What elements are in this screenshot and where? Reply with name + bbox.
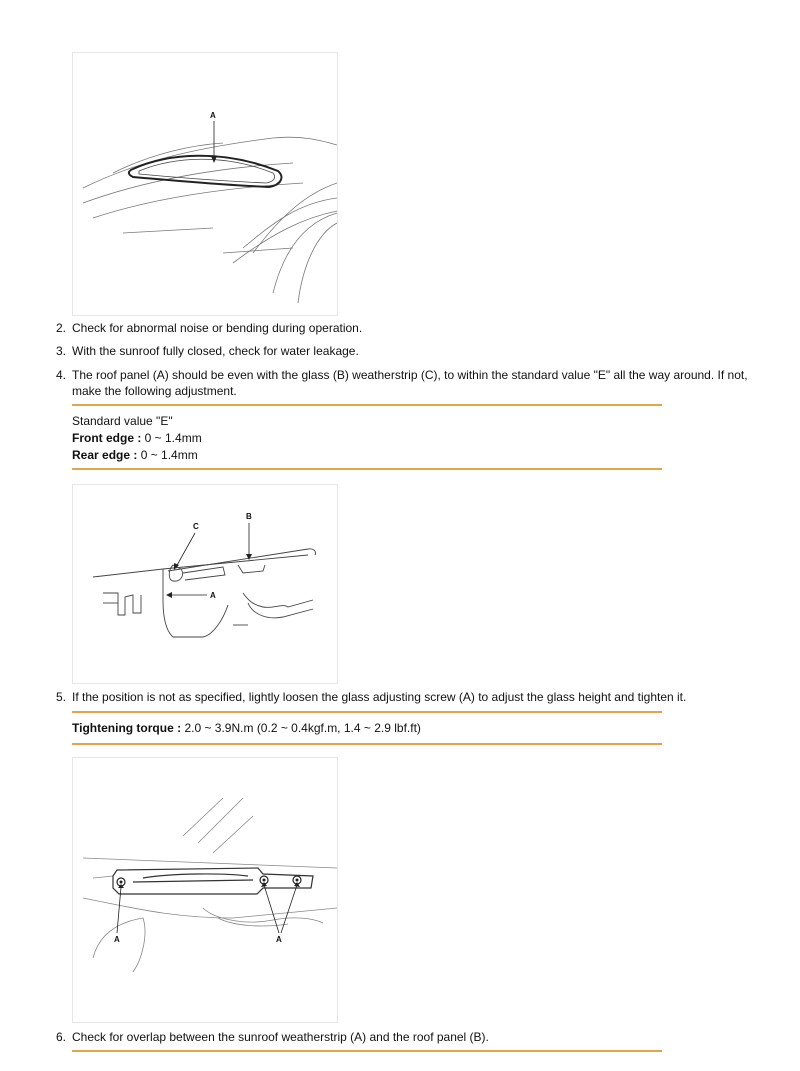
step-number: 4. bbox=[56, 368, 67, 382]
tightening-torque-box bbox=[72, 720, 662, 737]
front-edge-label: Front edge : bbox=[72, 431, 142, 445]
step-6 bbox=[56, 1029, 756, 1045]
spec-title: Standard value "E" bbox=[72, 414, 173, 428]
torque-label: Tightening torque : bbox=[72, 721, 182, 735]
torque-value: 2.0 ~ 3.9N.m (0.2 ~ 0.4kgf.m, 1.4 ~ 2.9 lbf.ft) bbox=[181, 721, 421, 735]
figure-roof-panel bbox=[72, 52, 338, 316]
callout-label: B bbox=[246, 512, 252, 521]
step-number: 5. bbox=[56, 690, 67, 704]
rear-edge-spec bbox=[72, 447, 662, 464]
figure-adjusting-screw bbox=[72, 757, 338, 1023]
callout-label: A bbox=[114, 935, 120, 944]
step-2 bbox=[56, 320, 756, 336]
figure-weatherstrip-section bbox=[72, 484, 338, 684]
step-number: 2. bbox=[56, 321, 67, 335]
rear-edge-value: 0 ~ 1.4mm bbox=[137, 448, 198, 462]
step-5 bbox=[56, 689, 756, 705]
step-number: 6. bbox=[56, 1030, 67, 1044]
step-3 bbox=[56, 343, 756, 359]
torque-rule-top bbox=[72, 711, 662, 713]
step-4 bbox=[56, 367, 756, 399]
callout-label: C bbox=[193, 522, 199, 531]
front-edge-spec bbox=[72, 430, 662, 447]
spec-rule-top bbox=[72, 404, 662, 406]
step-text: The roof panel (A) should be even with the glass (B) weatherstrip (C), to within the standard value "E" all the way around. If not, make the following adjustment. bbox=[72, 368, 748, 398]
spec-rule-bottom bbox=[72, 468, 662, 470]
rear-edge-label: Rear edge : bbox=[72, 448, 138, 462]
step-text: Check for abnormal noise or bending during operation. bbox=[72, 321, 363, 335]
adjusting-screw-illustration bbox=[73, 758, 337, 1022]
step-number: 3. bbox=[56, 344, 67, 358]
front-edge-value: 0 ~ 1.4mm bbox=[141, 431, 202, 445]
step-text: Check for overlap between the sunroof weatherstrip (A) and the roof panel (B). bbox=[72, 1030, 489, 1044]
step-text: If the position is not as specified, lightly loosen the glass adjusting screw (A) to adjust the glass height and tighten it. bbox=[72, 690, 687, 704]
callout-label: A bbox=[276, 935, 282, 944]
weatherstrip-section-illustration bbox=[73, 485, 337, 683]
callout-label: A bbox=[210, 591, 216, 600]
standard-value-box bbox=[72, 413, 662, 464]
step-6-rule bbox=[72, 1050, 662, 1052]
torque-rule-bottom bbox=[72, 743, 662, 745]
step-text: With the sunroof fully closed, check for water leakage. bbox=[72, 344, 359, 358]
callout-label: A bbox=[210, 111, 216, 120]
roof-panel-illustration bbox=[73, 53, 337, 315]
